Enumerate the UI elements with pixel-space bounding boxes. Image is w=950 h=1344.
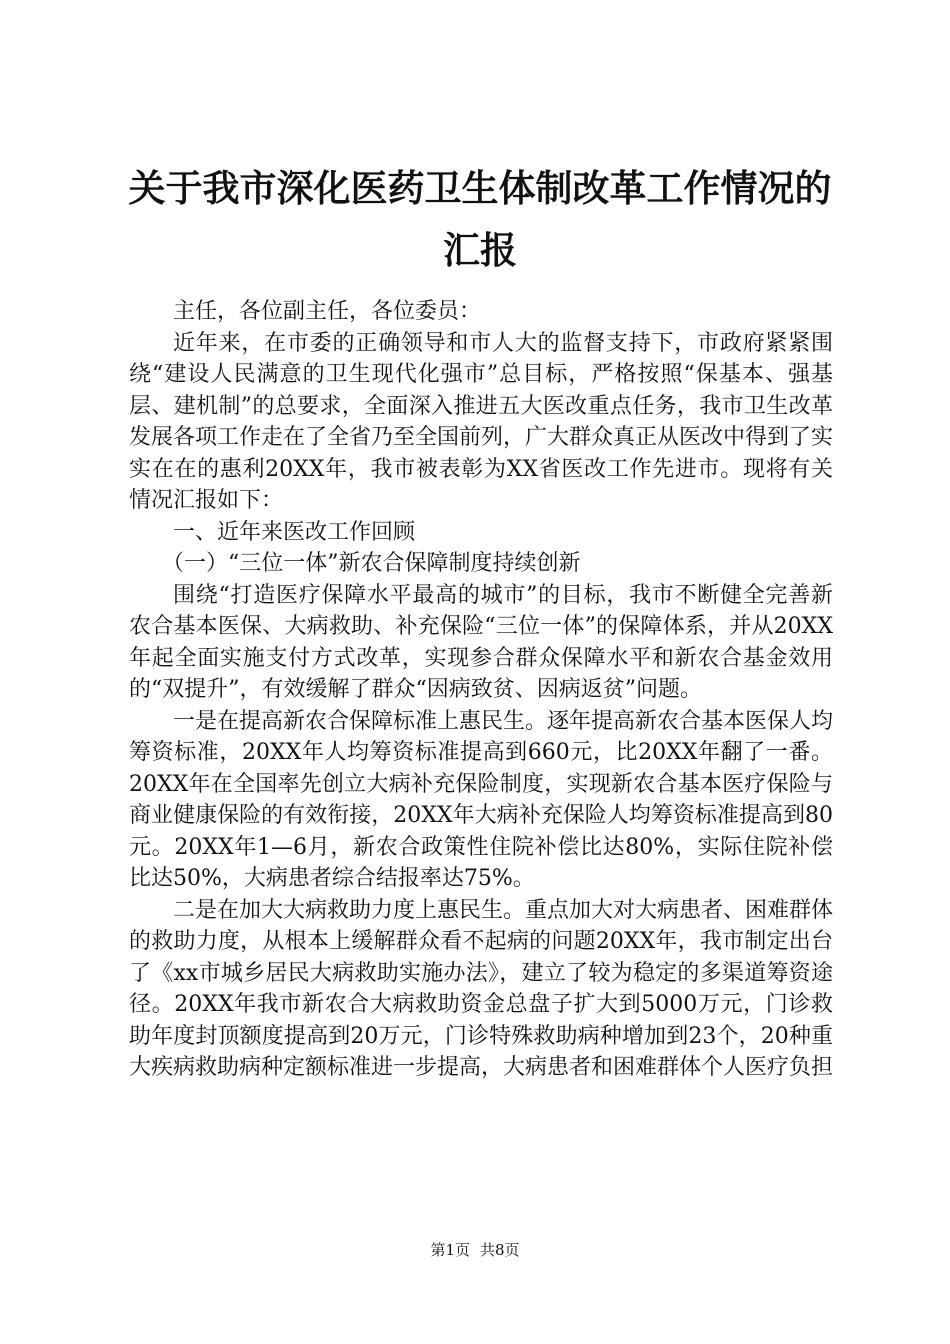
page-number: 第1页 [430,1241,470,1259]
intro-paragraph: 近年来，在市委的正确领导和市人大的监督支持下，市政府紧紧围绕“建设人民满意的卫生现代化强市”总目标，严格按照“保基本、强基层、建机制”的总要求，全面深入推进五大医改重点任务，我市卫生改革发展各项工作走在了全省乃至全国前列，广大群众真正从医改中得到了实实在在的惠利20XX年，我市被表彰为XX省医改工作先进市。现将有关情况汇报如下： [129,330,834,513]
body-paragraph: 一是在提高新农合保障标准上惠民生。逐年提高新农合基本医保人均筹资标准，20XX年人均筹资标准提高到660元，比20XX年翻了一番。20XX年在全国率先创立大病补充保险制度，实现新农合基本医疗保险与商业健康保险的有效衔接，20XX年大病补充保险人均筹资标准提高到80元。20XX年1—6月，新农合政策性住院补偿比达80%，实际住院补偿比达50%，大病患者综合结报率达75%。 [129,708,834,891]
section-heading: 一、近年来医改工作回顾 [173,519,416,545]
document-body [129,296,833,1084]
body-paragraph: 二是在加大大病救助力度上惠民生。重点加大对大病患者、困难群体的救助力度，从根本上缓解群众看不起病的问题20XX年，我市制定出台了《xx市城乡居民大病救助实施办法》，建立了较为稳定的多渠道筹资途径。20XX年我市新农合大病救助资金总盘子扩大到5000万元，门诊救助年度封顶额度提高到20万元，门诊特殊救助病种增加到23个，20种重大疾病救助病种定额标准进一步提高，大病患者和困难群体个人医疗负担 [129,897,834,1080]
body-paragraph: 围绕“打造医疗保障水平最高的城市”的目标，我市不断健全完善新农合基本医保、大病救助、补充保险“三位一体”的保障体系，并从20XX年起全面实施支付方式改革，实现参合群众保障水平和新农合基金效用的“双提升”，有效缓解了群众“因病致贫、因病返贫”问题。 [129,582,833,702]
salutation-paragraph: 主任，各位副主任，各位委员： [173,299,482,324]
page-total: 共8页 [480,1241,520,1259]
page-footer [0,1240,950,1260]
document-title: 关于我市深化医药卫生体制改革工作情况的汇报 [128,167,832,272]
subsection-heading: （一）“三位一体”新农合保障制度持续创新 [162,551,581,576]
